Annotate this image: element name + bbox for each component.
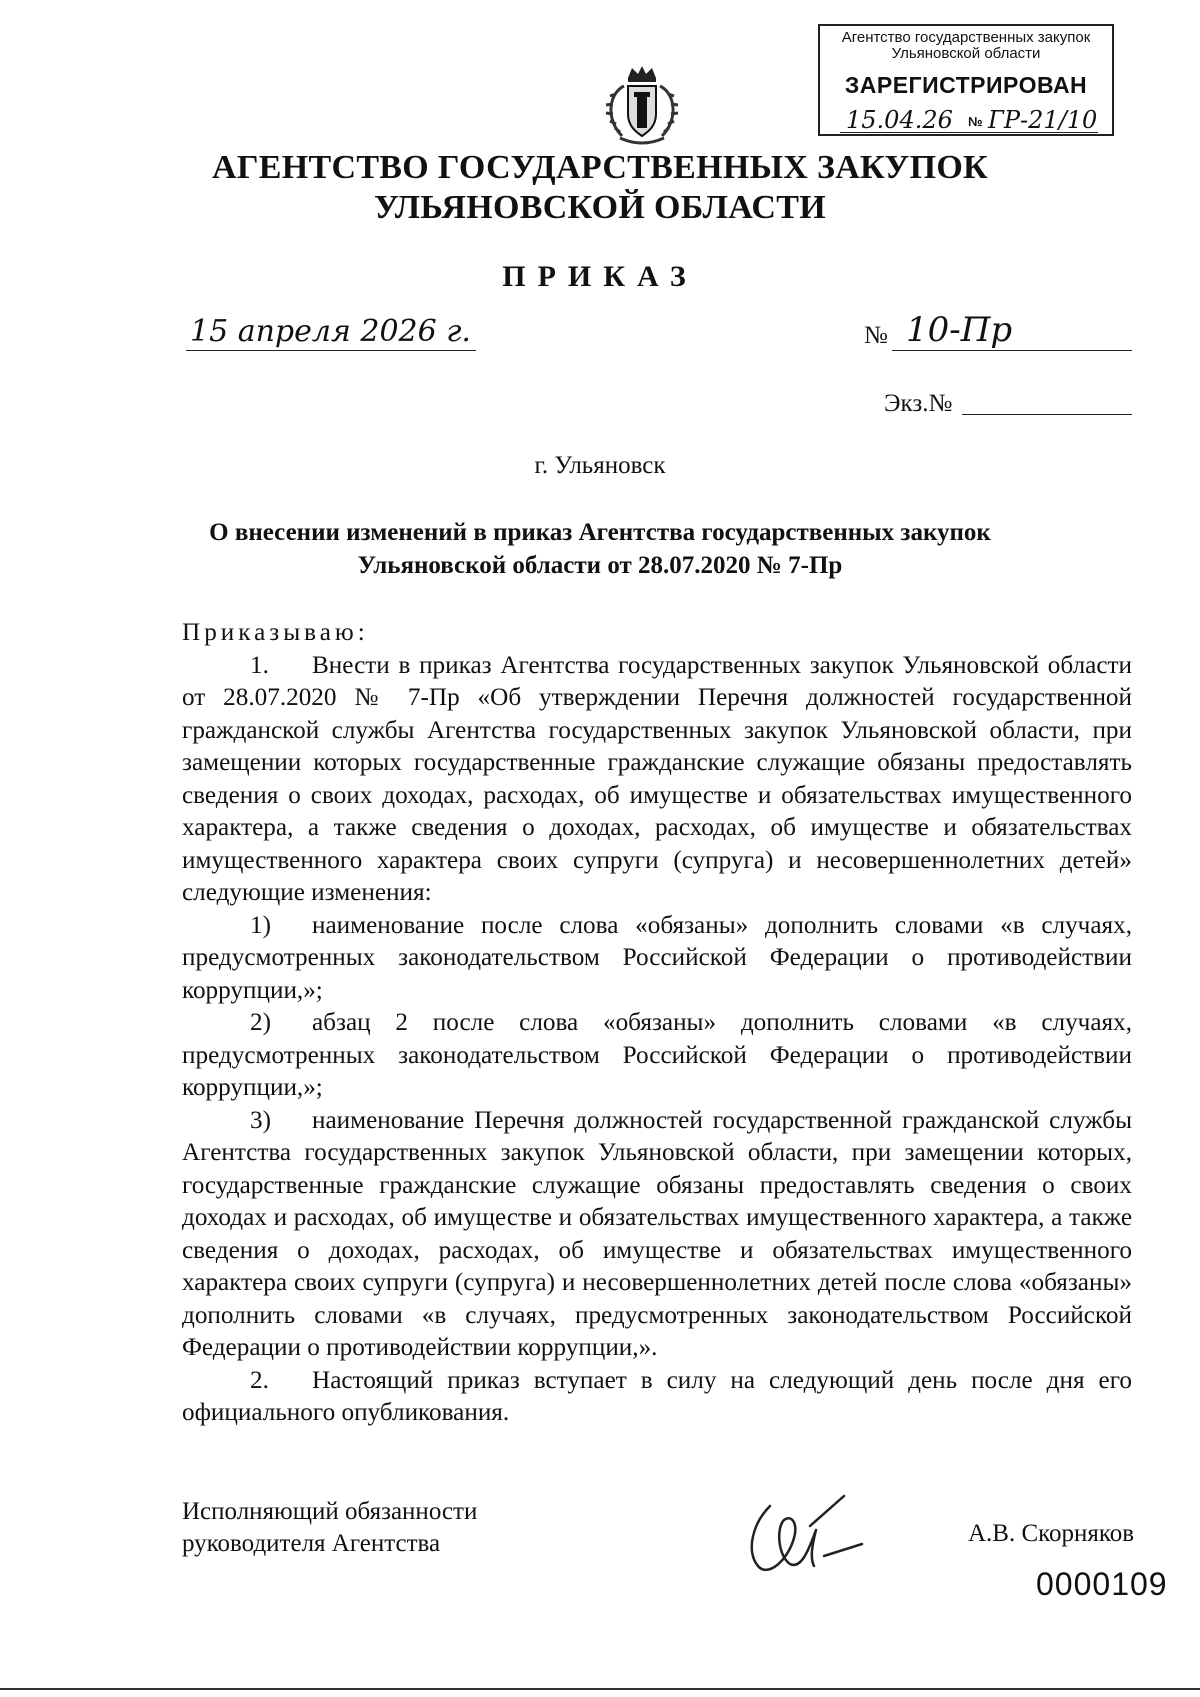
signatory-title-line1: Исполняющий обязанности xyxy=(182,1498,478,1525)
order-date: 15 апреля 2026 г. xyxy=(190,314,471,349)
subject-line1: О внесении изменений в приказ Агентства государственных закупок xyxy=(209,519,991,546)
number-underline xyxy=(892,350,1132,351)
city: г. Ульяновск xyxy=(534,452,666,479)
subitem-text: наименование Перечня должностей государственной гражданской службы Агентства государственных закупок Ульяновской области, при замещении которых, государственные гражданские служащие обязаны предоставлять сведения о своих доходах и расходах, об имуществе и обязательствах имущественного характера, а также сведения о доходах, расходах, об имуществе и обязательствах имущественного характера своих супруги (супруга) и несовершеннолетних детей после слова «обязаны» дополнить словами «в случаях, предусмотренных законодательством Российской Федерации о противодействии коррупции,». xyxy=(182,1106,1132,1361)
signatory-name: А.В. Скорняков xyxy=(968,1520,1135,1547)
subitem-text: абзац 2 после слова «обязаны» дополнить словами «в случаях, предусмотренных законодательством Российской Федерации о противодействии коррупции,»; xyxy=(182,1009,1132,1101)
signatory-title-line2: руководителя Агентства xyxy=(182,1530,441,1557)
item-text: Внести в приказ Агентства государственных закупок Ульяновской области от 28.07.2020 № 7-Пр «Об утверждении Перечня должностей государственной гражданской службы Агентства государственных закупок Ульяновской области, при замещении которых государственные гражданские служащие обязаны предоставлять сведения о своих доходах, расходах, об имуществе и обязательствах имущественного характера, а также сведения о доходах, расходах, об имуществе и обязательствах имущественного характера своих супруги (супруга) и несовершеннолетних детей» следующие изменения: xyxy=(182,651,1132,906)
order-body xyxy=(182,617,1132,1430)
stamp-org-line2: Ульяновской области xyxy=(891,45,1041,62)
order-number-label: № xyxy=(864,322,888,349)
stamp-org-line1: Агентство государственных закупок xyxy=(841,29,1091,46)
copy-number-label: Экз.№ xyxy=(884,390,953,417)
stamp-number-label: № xyxy=(968,114,983,129)
subject-line2: Ульяновской области от 28.07.2020 № 7-Пр xyxy=(357,552,843,579)
stamp-number: ГР-21/10 xyxy=(988,106,1098,134)
date-underline xyxy=(186,350,476,351)
order-item-1 xyxy=(182,650,1132,910)
item-number: 1. xyxy=(250,651,269,679)
item-number: 2. xyxy=(250,1366,269,1394)
subitem-number: 2) xyxy=(250,1009,271,1036)
subitem-number: 3) xyxy=(250,1106,271,1134)
signatory-title xyxy=(182,1496,477,1560)
item-text: Настоящий приказ вступает в силу на следующий день после дня его официального опубликования. xyxy=(182,1366,1132,1426)
organization-title-line1: АГЕНТСТВО ГОСУДАРСТВЕННЫХ ЗАКУПОК xyxy=(211,149,989,186)
stamp-date: 15.04.26 xyxy=(846,106,953,134)
order-intro: Приказываю: xyxy=(182,619,369,646)
serial-number: 0000109 xyxy=(1036,1566,1168,1602)
coat-of-arms-icon xyxy=(598,64,686,148)
registration-stamp xyxy=(818,24,1114,136)
copy-number-underline xyxy=(962,414,1132,415)
page-bottom-rule xyxy=(0,1688,1200,1690)
order-subitem-2 xyxy=(182,1007,1132,1105)
order-subitem-1 xyxy=(182,910,1132,1008)
handwritten-signature xyxy=(740,1486,880,1582)
organization-title xyxy=(0,148,1200,228)
order-subitem-3 xyxy=(182,1105,1132,1365)
organization-title-line2: УЛЬЯНОВСКОЙ ОБЛАСТИ xyxy=(374,189,826,226)
stamp-status: ЗАРЕГИСТРИРОВАН xyxy=(844,72,1088,98)
stamp-registration-line xyxy=(840,106,1098,133)
order-item-2 xyxy=(182,1365,1132,1430)
order-subject xyxy=(0,516,1200,582)
order-number: 10-Пр xyxy=(906,310,1013,350)
subitem-text: наименование после слова «обязаны» дополнить словами «в случаях, предусмотренных законодательством Российской Федерации о противодействии коррупции,»; xyxy=(182,911,1132,1004)
document-type: ПРИКАЗ xyxy=(502,260,698,293)
subitem-number: 1) xyxy=(250,911,271,939)
